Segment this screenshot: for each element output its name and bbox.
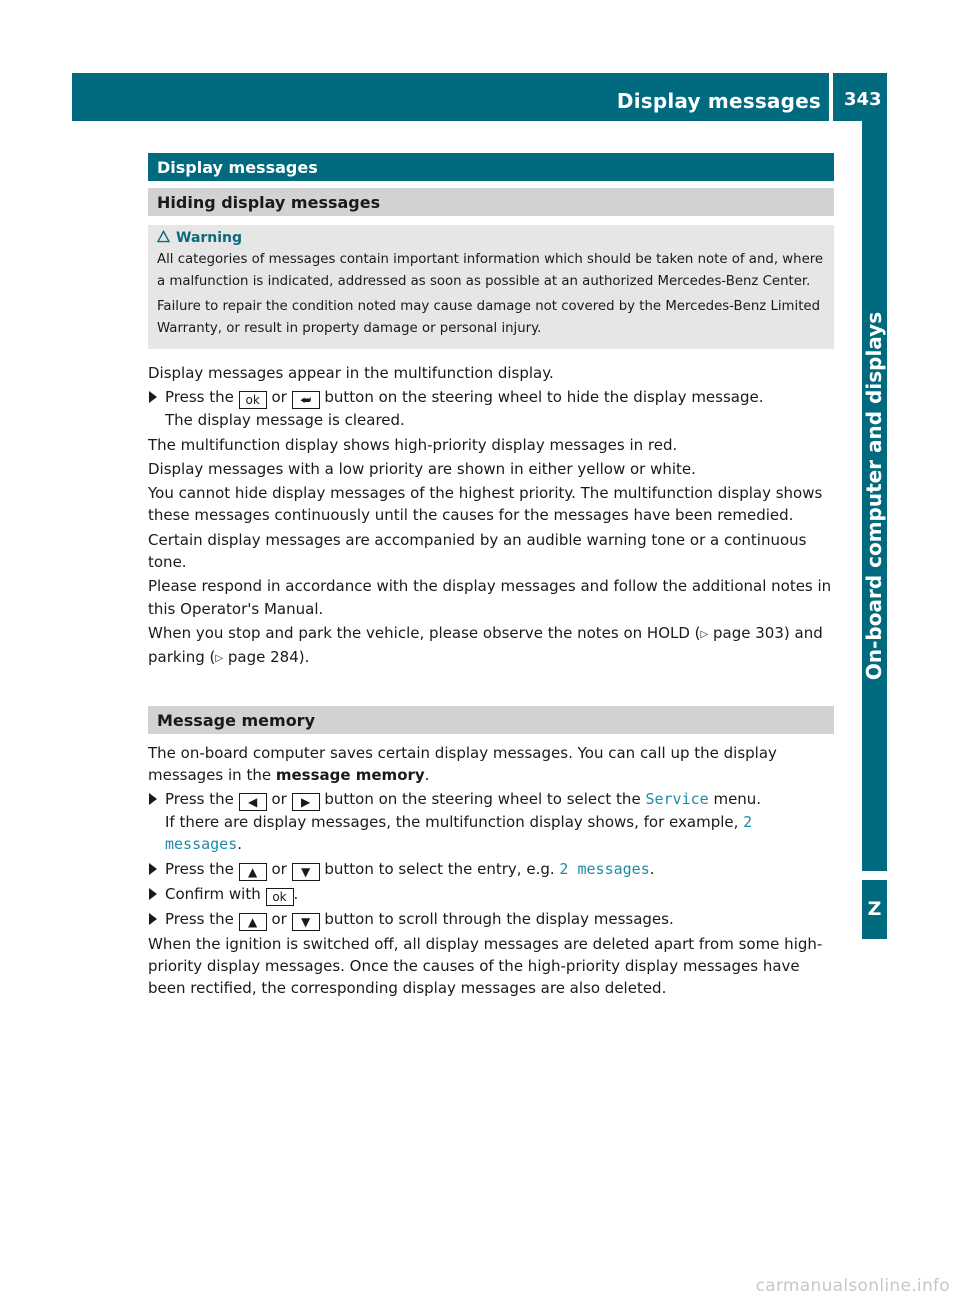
warning-title-text: Warning <box>176 230 243 246</box>
memory-closing: When the ignition is switched off, all display messages are deleted apart from some high-priority display messages. Once the causes of the high-priority display messages have been rectified, the corresponding display messages are also deleted. <box>148 934 823 998</box>
paragraph-tone: Certain display messages are accompanied by an audible warning tone or a continuous tone. <box>148 530 807 572</box>
side-index-box <box>862 880 887 939</box>
section-heading: Display messages <box>148 153 834 181</box>
side-index-letter: Z <box>867 898 882 920</box>
step-select-service: Press the ◀ or ▶ button on the steering wheel to select the Service menu. If there are display messages, the multifunction display shows, for example, 2 messages. <box>148 788 834 856</box>
down-key: ▼ <box>292 913 320 931</box>
page-title: Display messages <box>616 89 821 113</box>
page-ref-icon: ▷ <box>215 653 224 665</box>
warning-triangle-icon <box>157 230 170 243</box>
ok-key: ok <box>239 391 267 409</box>
page-number-box <box>833 73 887 121</box>
paragraph-red: The multifunction display shows high-priority display messages in red. <box>148 435 678 454</box>
page-ref-icon: ▷ <box>700 628 709 640</box>
right-key: ▶ <box>292 793 320 811</box>
paragraph-low-priority: Display messages with a low priority are shown in either yellow or white. <box>148 459 696 478</box>
hiding-intro: Display messages appear in the multifunction display. <box>148 364 554 382</box>
sub-heading: Hiding display messages <box>148 188 834 216</box>
memory-heading: Message memory <box>148 706 834 734</box>
paragraph-highest-priority: You cannot hide display messages of the highest priority. The multifunction display shows these messages continuously until the causes for the messages have been remedied. <box>148 484 823 525</box>
left-key: ◀ <box>239 793 267 811</box>
warning-box <box>148 225 834 349</box>
side-tab-label: On-board computer and displays <box>862 311 886 681</box>
watermark: carmanualsonline.info <box>755 1276 950 1296</box>
up-key: ▲ <box>239 863 267 881</box>
warning-title <box>157 227 825 249</box>
memory-intro: The on-board computer saves certain display messages. You can call up the display messages in the message memory. <box>148 743 777 784</box>
up-key: ▲ <box>239 913 267 931</box>
down-key: ▼ <box>292 863 320 881</box>
warning-text-2: Failure to repair the condition noted may cause damage not covered by the Mercedes-Benz Limited Warranty, or result in property damage or personal injury. <box>157 299 821 336</box>
page-number: 343 <box>844 89 882 110</box>
step-hide: Press the ok or ⮨ button on the steering wheel to hide the display message. The display message is cleared. <box>148 386 834 431</box>
paragraph-respond: Please respond in accordance with the display messages and follow the additional notes in this Operator's Manual. <box>148 577 832 618</box>
step-scroll: Press the ▲ or ▼ button to scroll through the display messages. <box>148 908 834 931</box>
step-confirm: Confirm with ok . <box>148 883 834 906</box>
content <box>148 153 834 1002</box>
ok-key: ok <box>266 888 294 906</box>
step-result: The display message is cleared. <box>165 411 405 430</box>
back-key: ⮨ <box>292 391 320 409</box>
warning-text-1: All categories of messages contain important information which should be taken note of and, where a malfunction is indicated, addressed as soon as possible at an authorized Mercedes-Benz Center. <box>157 252 824 289</box>
step-select-entry: Press the ▲ or ▼ button to select the entry, e.g. 2 messages. <box>148 858 834 881</box>
paragraph-park: When you stop and park the vehicle, please observe the notes on HOLD (▷ page 303) and parking (▷ page 284). <box>148 623 823 667</box>
